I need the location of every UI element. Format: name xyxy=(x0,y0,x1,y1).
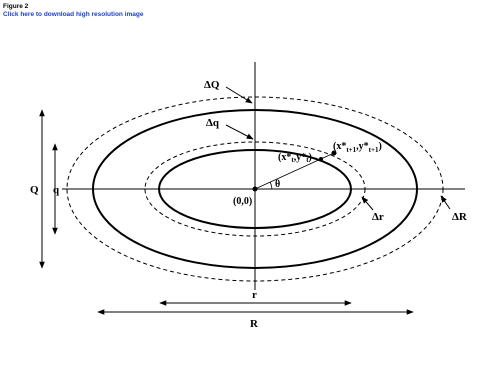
delta-q-arrow xyxy=(226,125,253,139)
delta-r-arrow xyxy=(362,197,373,210)
label-delta-r: Δr xyxy=(372,211,384,223)
figure-title: Figure 2 xyxy=(3,3,29,10)
label-r: r xyxy=(252,289,257,301)
label-R: R xyxy=(250,318,258,330)
label-delta-Q: ΔQ xyxy=(204,79,220,91)
download-link[interactable]: Click here to download high resolution image xyxy=(3,11,144,18)
point-t1-main: (x* xyxy=(333,141,347,152)
label-theta: θ xyxy=(275,179,281,190)
point-t xyxy=(319,157,323,161)
point-t-sub2: t xyxy=(306,156,309,164)
point-t1-sub1: t+1 xyxy=(346,146,357,154)
point-t1-end: ) xyxy=(378,141,382,152)
point-t-mid: ,y* xyxy=(293,152,307,163)
label-delta-q: Δq xyxy=(206,117,220,129)
point-t-end: ) xyxy=(308,152,312,163)
point-t1-sub2: t+1 xyxy=(368,146,379,154)
delta-Q-arrow xyxy=(226,87,252,103)
theta-arc xyxy=(270,182,272,189)
label-point-t xyxy=(278,152,312,164)
point-t-main: (x* xyxy=(278,152,292,163)
label-origin: (0,0) xyxy=(233,196,253,207)
label-delta-R: ΔR xyxy=(452,211,467,223)
point-t-sub1: t xyxy=(291,156,294,164)
point-t1-mid: ,y* xyxy=(356,141,369,152)
label-q: q xyxy=(53,184,60,196)
label-point-t-plus-1 xyxy=(333,141,382,154)
delta-R-arrow xyxy=(441,196,450,209)
label-Q: Q xyxy=(30,184,39,196)
